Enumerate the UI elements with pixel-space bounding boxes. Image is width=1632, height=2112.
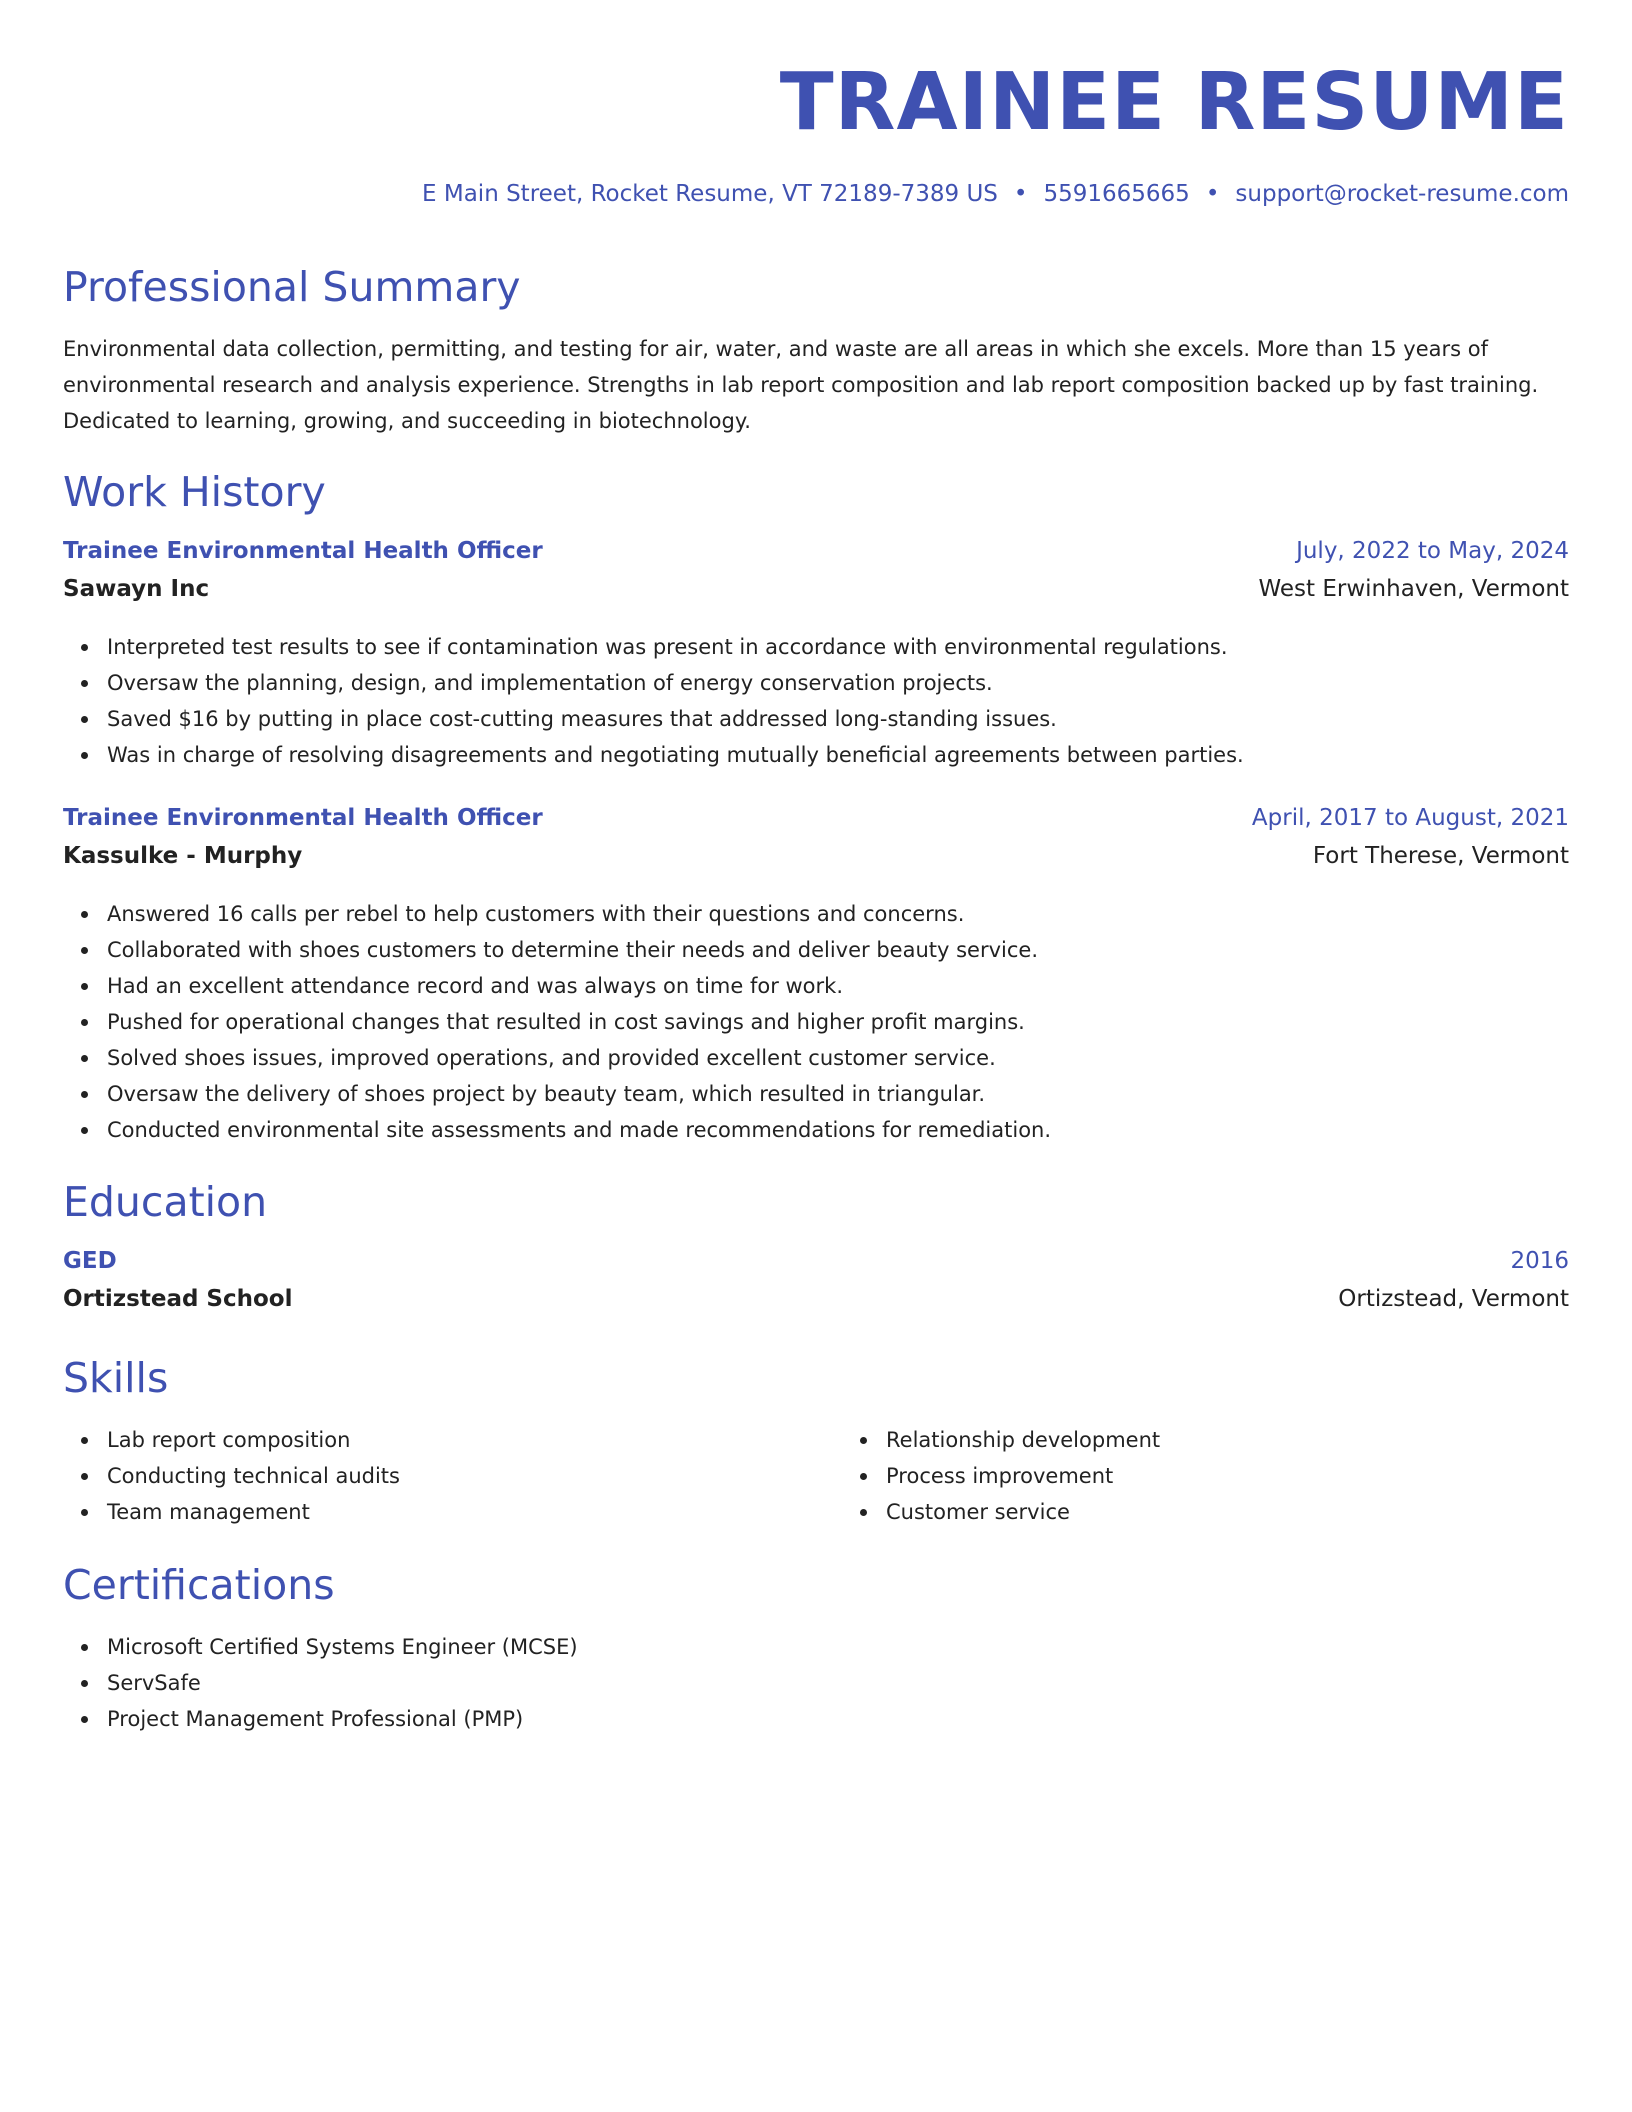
list-item: Interpreted test results to see if contamination was present in accordance with environmental regulations.	[107, 629, 1569, 665]
job-dates: July, 2022 to May, 2024	[1296, 538, 1569, 564]
list-item: Process improvement	[886, 1458, 1621, 1494]
job-company-row	[63, 576, 1569, 614]
job-title: Trainee Environmental Health Officer	[63, 805, 543, 831]
contact-email: support@rocket-resume.com	[1235, 181, 1569, 207]
skills-list	[63, 1422, 1569, 1530]
job-title: Trainee Environmental Health Officer	[63, 538, 543, 564]
job-header	[63, 538, 1569, 576]
job-company: Sawayn Inc	[63, 576, 210, 602]
list-item: Oversaw the planning, design, and implementation of energy conservation projects.	[107, 665, 1569, 701]
job-location: West Erwinhaven, Vermont	[1258, 576, 1569, 602]
list-item: Customer service	[886, 1494, 1621, 1530]
section-title-education: Education	[63, 1178, 268, 1226]
job-header	[63, 805, 1569, 843]
job-bullets	[63, 896, 1569, 1148]
section-title-certifications: Certifications	[63, 1561, 335, 1609]
job-dates: April, 2017 to August, 2021	[1251, 805, 1569, 831]
list-item: Solved shoes issues, improved operations, and provided excellent customer service.	[107, 1040, 1569, 1076]
education-degree: GED	[63, 1248, 117, 1274]
list-item: Conducted environmental site assessments and made recommendations for remediation.	[107, 1112, 1569, 1148]
list-item: Relationship development	[886, 1422, 1621, 1458]
list-item: Was in charge of resolving disagreements and negotiating mutually beneficial agreements between parties.	[107, 737, 1569, 773]
list-item: Answered 16 calls per rebel to help customers with their questions and concerns.	[107, 896, 1569, 932]
job-location: Fort Therese, Vermont	[1312, 843, 1569, 869]
summary-text: Environmental data collection, permitting, and testing for air, water, and waste are all areas in which she excels. More than 15 years of environmental research and analysis experience. Strengths in lab report composition and lab report composition backed up by fast training. Dedicated to learning, growing, and succeeding in biotechnology.	[63, 337, 1539, 433]
contact-line	[422, 176, 1569, 212]
list-item: Team management	[107, 1494, 842, 1530]
skills-column-left	[63, 1422, 842, 1530]
list-item: Microsoft Certified Systems Engineer (MCSE)	[107, 1629, 1569, 1665]
job-company: Kassulke - Murphy	[63, 843, 303, 869]
education-entry	[63, 1248, 1569, 1324]
section-title-summary: Professional Summary	[63, 263, 521, 311]
list-item: Saved $16 by putting in place cost-cutting measures that addressed long-standing issues.	[107, 701, 1569, 737]
contact-separator: •	[1013, 181, 1028, 207]
resume-name: TRAINEE RESUME	[779, 56, 1569, 148]
contact-address: E Main Street, Rocket Resume, VT 72189-7389 US	[422, 181, 998, 207]
section-title-skills: Skills	[63, 1354, 169, 1402]
education-year: 2016	[1510, 1248, 1569, 1274]
skills-column-right	[842, 1422, 1621, 1530]
job-company-row	[63, 843, 1569, 881]
list-item: Pushed for operational changes that resulted in cost savings and higher profit margins.	[107, 1004, 1569, 1040]
education-school-row	[63, 1286, 1569, 1324]
job-entry	[63, 805, 1569, 881]
education-location: Ortizstead, Vermont	[1338, 1286, 1569, 1312]
contact-separator: •	[1205, 181, 1220, 207]
list-item: Oversaw the delivery of shoes project by beauty team, which resulted in triangular.	[107, 1076, 1569, 1112]
list-item: Collaborated with shoes customers to determine their needs and deliver beauty service.	[107, 932, 1569, 968]
contact-phone: 5591665665	[1043, 181, 1190, 207]
education-school: Ortizstead School	[63, 1286, 293, 1312]
list-item: Had an excellent attendance record and was always on time for work.	[107, 968, 1569, 1004]
list-item: Project Management Professional (PMP)	[107, 1701, 1569, 1737]
list-item: ServSafe	[107, 1665, 1569, 1701]
job-entry	[63, 538, 1569, 614]
job-bullets	[63, 629, 1569, 773]
list-item: Lab report composition	[107, 1422, 842, 1458]
section-title-work: Work History	[63, 468, 326, 516]
education-header	[63, 1248, 1569, 1286]
list-item: Conducting technical audits	[107, 1458, 842, 1494]
certifications-list	[63, 1629, 1569, 1737]
